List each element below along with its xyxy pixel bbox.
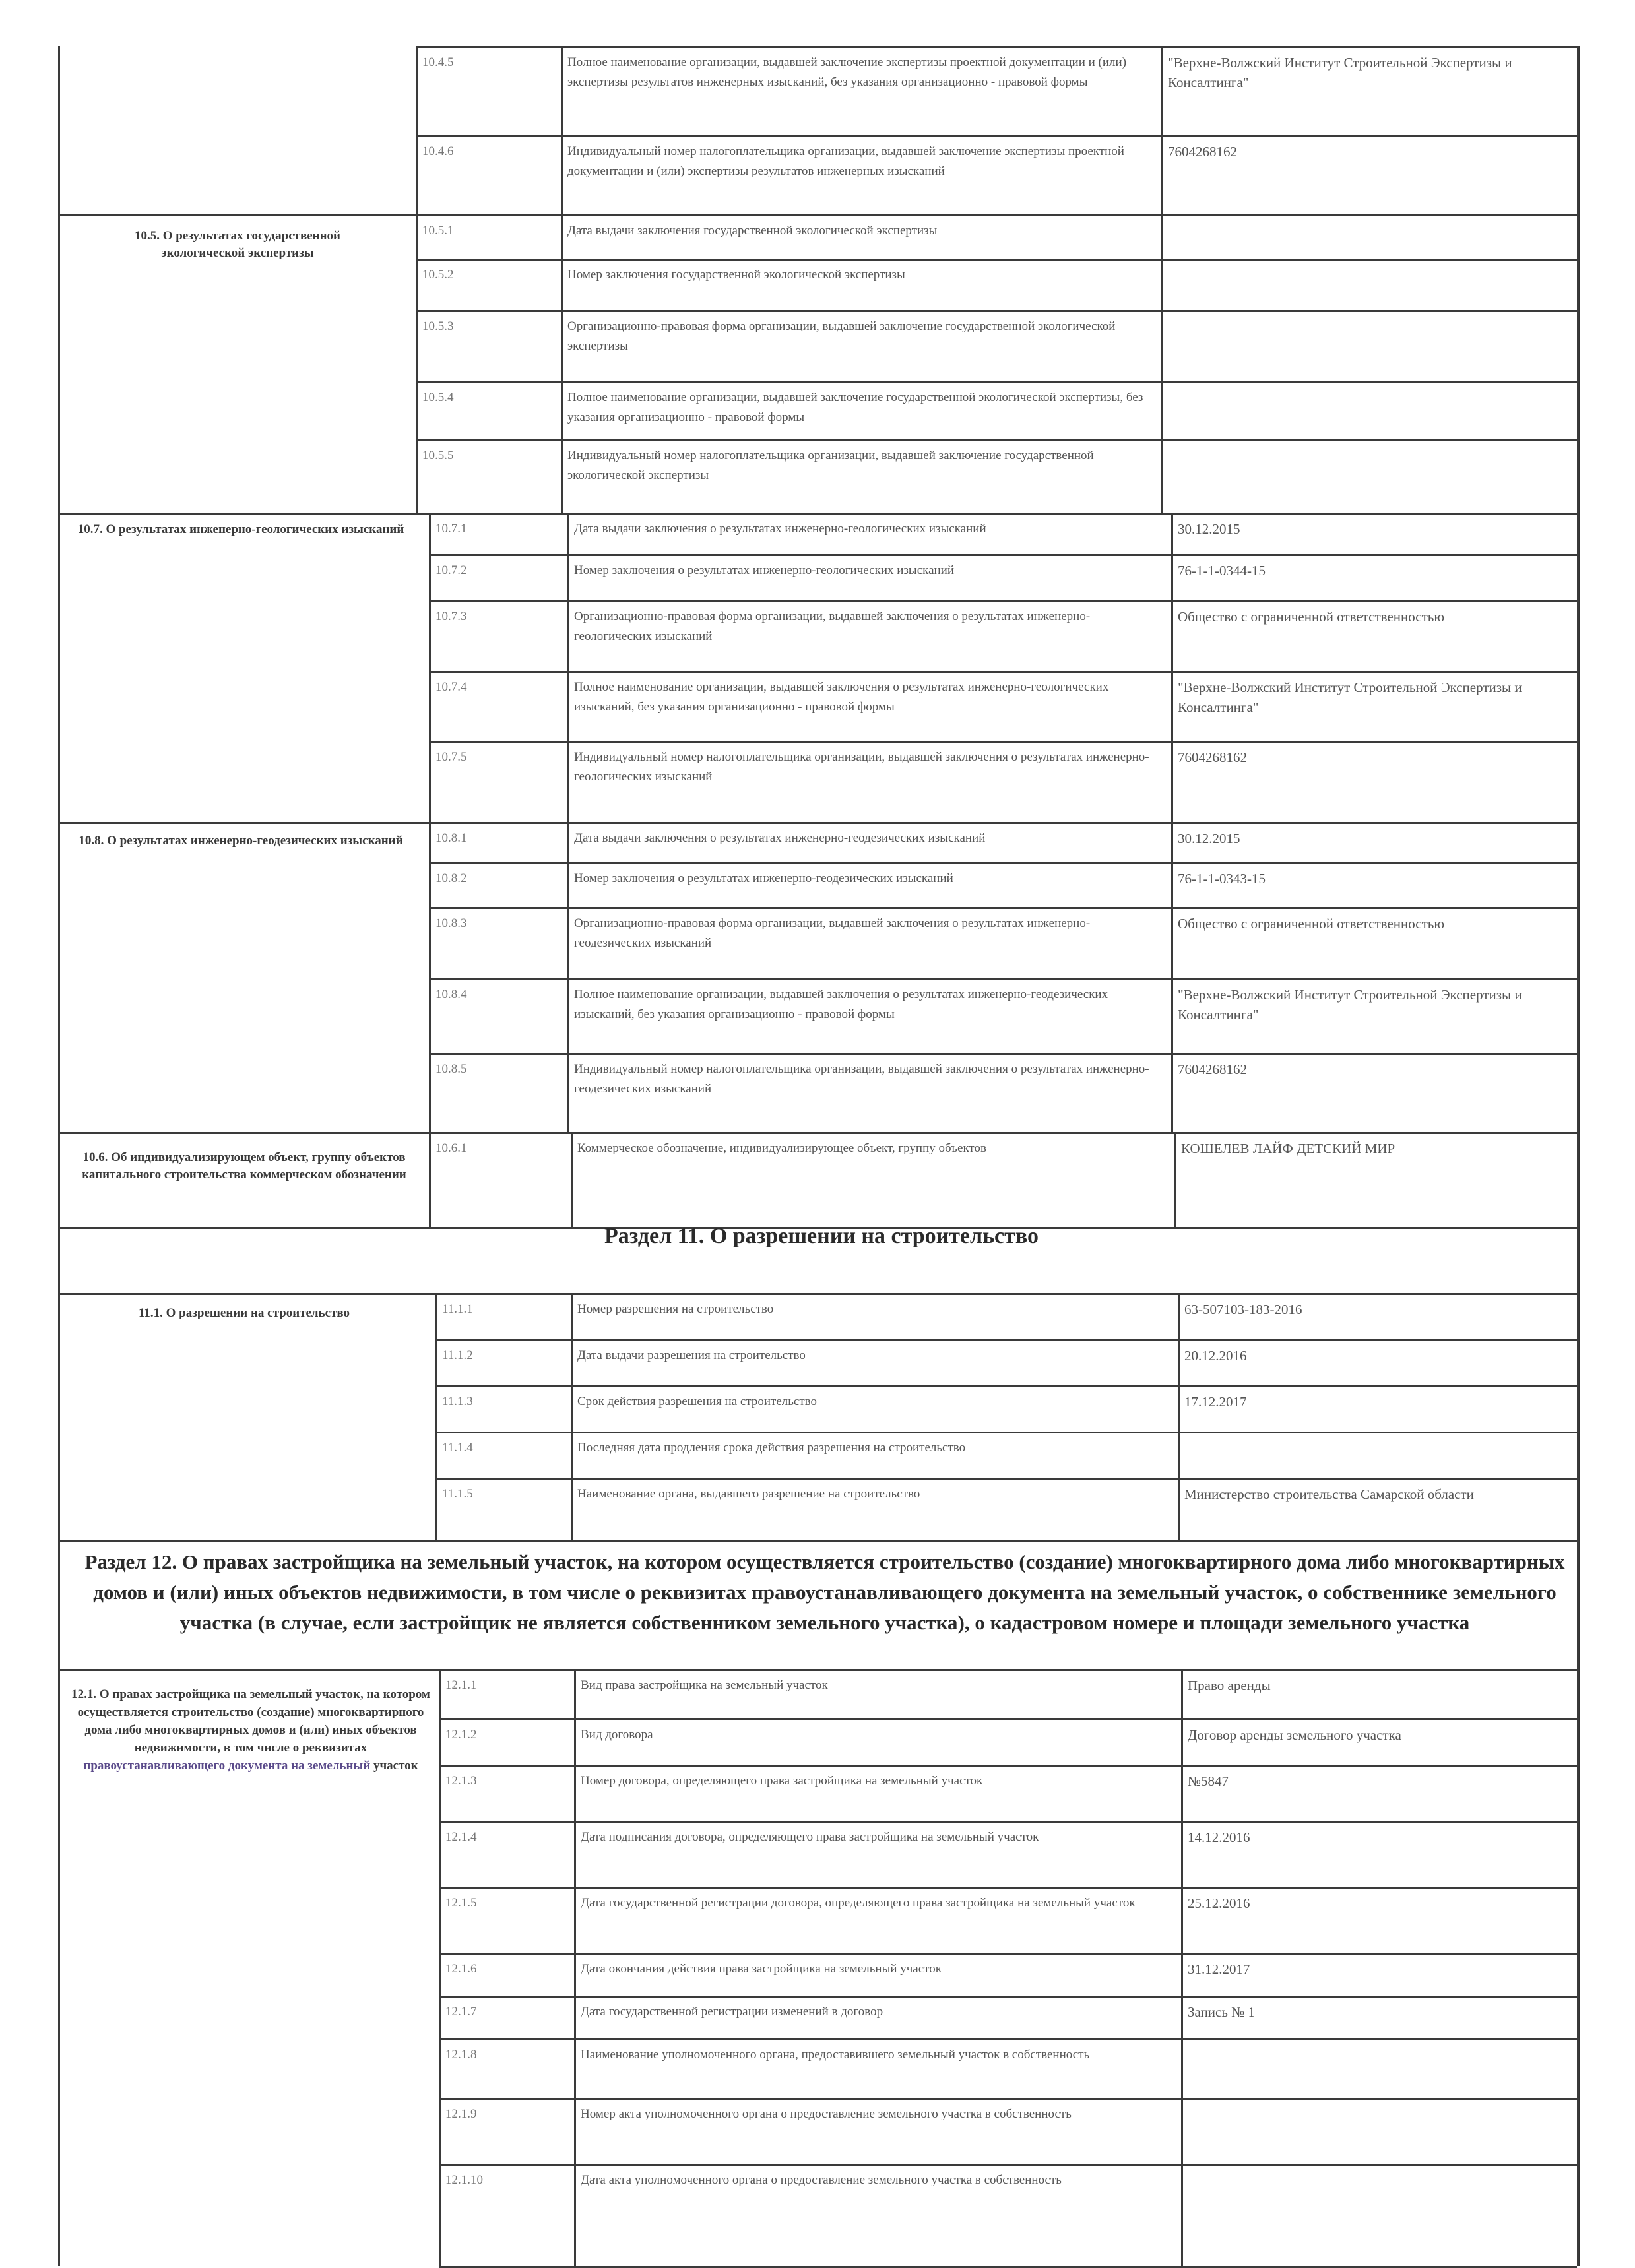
row-value: Министерство строительства Самарской области bbox=[1184, 1486, 1474, 1502]
vertical-rule bbox=[571, 1339, 573, 1385]
vertical-rule bbox=[1161, 381, 1163, 439]
vertical-rule bbox=[435, 1385, 437, 1432]
vertical-rule bbox=[439, 2164, 441, 2266]
horizontal-rule bbox=[439, 1887, 1577, 1889]
group-12-1-highlight: правоустанавливающего документа на земельный bbox=[83, 1759, 371, 1773]
row-description: Срок действия разрешения на строительство bbox=[577, 1395, 817, 1408]
vertical-rule bbox=[1171, 907, 1173, 978]
row-value: 7604268162 bbox=[1178, 749, 1247, 765]
vertical-rule bbox=[571, 1385, 573, 1432]
horizontal-rule bbox=[429, 671, 1577, 673]
horizontal-rule bbox=[439, 1765, 1577, 1767]
row-code: 10.5.1 bbox=[422, 224, 454, 237]
row-code: 10.4.5 bbox=[422, 55, 454, 69]
vertical-rule bbox=[439, 1887, 441, 1953]
vertical-rule bbox=[439, 1765, 441, 1821]
vertical-rule bbox=[574, 1718, 576, 1765]
horizontal-rule bbox=[58, 513, 1578, 515]
vertical-rule bbox=[561, 439, 563, 513]
row-description: Номер заключения государственной экологической экспертизы bbox=[567, 268, 905, 282]
row-value: 7604268162 bbox=[1168, 144, 1237, 160]
vertical-rule bbox=[1161, 259, 1163, 310]
vertical-rule bbox=[1181, 2038, 1183, 2098]
vertical-rule bbox=[429, 1053, 431, 1132]
row-code: 11.1.4 bbox=[442, 1441, 473, 1455]
row-description: Индивидуальный номер налогоплательщика организации, выдавшей заключение государственной экологической экспертизы bbox=[567, 449, 1094, 482]
vertical-rule bbox=[429, 862, 431, 907]
row-value: №5847 bbox=[1188, 1773, 1229, 1789]
vertical-rule bbox=[1171, 600, 1173, 671]
row-code: 12.1.2 bbox=[445, 1728, 477, 1742]
vertical-rule bbox=[574, 2164, 576, 2266]
vertical-rule bbox=[439, 1953, 441, 1996]
row-code: 12.1.10 bbox=[445, 2173, 483, 2187]
vertical-rule bbox=[1178, 1478, 1180, 1540]
row-code: 10.5.2 bbox=[422, 268, 454, 282]
vertical-rule bbox=[1171, 862, 1173, 907]
row-code: 12.1.8 bbox=[445, 2048, 477, 2062]
vertical-rule bbox=[439, 2038, 441, 2098]
vertical-rule bbox=[1178, 1385, 1180, 1432]
vertical-rule bbox=[429, 600, 431, 671]
vertical-rule bbox=[1171, 741, 1173, 822]
vertical-rule bbox=[574, 1953, 576, 1996]
vertical-rule bbox=[1171, 978, 1173, 1053]
row-description: Номер акта уполномоченного органа о предоставление земельного участка в собственность bbox=[581, 2107, 1072, 2121]
vertical-rule bbox=[567, 741, 569, 822]
row-description: Номер разрешения на строительство bbox=[577, 1302, 774, 1316]
vertical-rule bbox=[1181, 1996, 1183, 2038]
row-code: 10.8.3 bbox=[435, 916, 467, 930]
vertical-rule bbox=[1161, 135, 1163, 214]
row-code: 12.1.3 bbox=[445, 1774, 477, 1788]
vertical-rule bbox=[435, 1293, 437, 1339]
row-code: 10.4.6 bbox=[422, 144, 454, 158]
row-description: Наименование уполномоченного органа, предоставившего земельный участок в собственность bbox=[581, 2048, 1090, 2062]
vertical-rule bbox=[429, 907, 431, 978]
horizontal-rule bbox=[435, 1385, 1577, 1387]
horizontal-rule bbox=[416, 135, 1577, 137]
row-value: Запись № 1 bbox=[1188, 2004, 1255, 2020]
vertical-rule bbox=[571, 1132, 573, 1227]
vertical-rule bbox=[567, 554, 569, 600]
vertical-rule bbox=[574, 1821, 576, 1887]
vertical-rule bbox=[561, 381, 563, 439]
vertical-rule bbox=[429, 741, 431, 822]
horizontal-rule bbox=[435, 1432, 1577, 1433]
horizontal-rule bbox=[429, 741, 1577, 743]
horizontal-rule bbox=[429, 600, 1577, 602]
vertical-rule bbox=[429, 822, 431, 862]
row-description: Организационно-правовая форма организации, выдавшей заключение государственной экологической экспертизы bbox=[567, 319, 1116, 353]
row-value: 63-507103-183-2016 bbox=[1184, 1302, 1302, 1317]
vertical-rule bbox=[567, 1053, 569, 1132]
vertical-rule bbox=[58, 46, 60, 2266]
vertical-rule bbox=[567, 822, 569, 862]
group-12-1 bbox=[66, 1685, 435, 1775]
vertical-rule bbox=[416, 259, 418, 310]
row-code: 10.7.1 bbox=[435, 522, 467, 536]
row-code: 10.8.1 bbox=[435, 831, 467, 845]
row-code: 10.8.5 bbox=[435, 1062, 467, 1076]
row-code: 10.5.3 bbox=[422, 319, 454, 333]
row-code: 10.6.1 bbox=[435, 1141, 467, 1155]
row-description: Дата выдачи заключения о результатах инженерно-геологических изысканий bbox=[574, 522, 986, 536]
row-description: Дата акта уполномоченного органа о предоставление земельного участка в собственность bbox=[581, 2173, 1062, 2187]
vertical-rule bbox=[1178, 1339, 1180, 1385]
vertical-rule bbox=[1181, 1765, 1183, 1821]
row-description: Полное наименование организации, выдавшей заключения о результатах инженерно-геологических изысканий, без указания организационно - правовой формы bbox=[574, 680, 1109, 714]
vertical-rule bbox=[1181, 1821, 1183, 1887]
row-description: Дата выдачи разрешения на строительство bbox=[577, 1348, 806, 1362]
horizontal-rule bbox=[439, 1718, 1577, 1720]
row-description: Полное наименование организации, выдавшей заключения о результатах инженерно-геодезических изысканий, без указания организационно - правовой формы bbox=[574, 988, 1108, 1021]
vertical-rule bbox=[439, 1996, 441, 2038]
row-description: Полное наименование организации, выдавшей заключение государственной экологической экспертизы, без указания организационно - правовой формы bbox=[567, 391, 1143, 424]
vertical-rule bbox=[439, 1718, 441, 1765]
row-code: 11.1.2 bbox=[442, 1348, 473, 1362]
row-value: "Верхне-Волжский Институт Строительной Экспертизы и Консалтинга" bbox=[1178, 987, 1522, 1023]
row-code: 12.1.4 bbox=[445, 1830, 477, 1844]
row-description: Номер заключения о результатах инженерно-геодезических изысканий bbox=[574, 871, 953, 885]
row-description: Дата выдачи заключения о результатах инженерно-геодезических изысканий bbox=[574, 831, 986, 845]
row-code: 10.7.4 bbox=[435, 680, 467, 694]
vertical-rule bbox=[1161, 214, 1163, 259]
vertical-rule bbox=[561, 310, 563, 381]
vertical-rule bbox=[439, 1821, 441, 1887]
vertical-rule bbox=[574, 1887, 576, 1953]
group-11-1: 11.1. О разрешении на строительство bbox=[138, 1306, 350, 1320]
row-description: Коммерческое обозначение, индивидуализирующее объект, группу объектов bbox=[577, 1141, 986, 1155]
vertical-rule bbox=[574, 1765, 576, 1821]
horizontal-rule bbox=[439, 1996, 1577, 1998]
row-description: Дата государственной регистрации изменений в договор bbox=[581, 2005, 883, 2019]
vertical-rule bbox=[1171, 513, 1173, 554]
vertical-rule bbox=[416, 381, 418, 439]
row-description: Дата выдачи заключения государственной экологической экспертизы bbox=[567, 224, 938, 237]
row-code: 10.7.2 bbox=[435, 563, 467, 577]
vertical-rule bbox=[1577, 46, 1579, 2266]
vertical-rule bbox=[429, 671, 431, 741]
horizontal-rule bbox=[439, 2164, 1577, 2166]
group-10-7: 10.7. О результатах инженерно-геологических изысканий bbox=[77, 522, 404, 536]
row-description: Наименование органа, выдавшего разрешение на строительство bbox=[577, 1487, 920, 1501]
vertical-rule bbox=[1161, 310, 1163, 381]
row-value: 30.12.2015 bbox=[1178, 831, 1240, 846]
vertical-rule bbox=[439, 1669, 441, 1718]
horizontal-rule bbox=[439, 2038, 1577, 2040]
vertical-rule bbox=[435, 1432, 437, 1478]
row-code: 12.1.6 bbox=[445, 1962, 477, 1976]
row-value: "Верхне-Волжский Институт Строительной Экспертизы и Консалтинга" bbox=[1168, 55, 1512, 90]
vertical-rule bbox=[574, 1669, 576, 1718]
vertical-rule bbox=[574, 1996, 576, 2038]
group-12-1-text: 12.1. О правах застройщика на земельный участок, на котором осуществляется строительство (создание) многоквартирного дома либо многоквартирных домов и (или) иных объектов недвижимости, в том числе о реквизитах bbox=[71, 1687, 430, 1755]
row-value: КОШЕЛЕВ ЛАЙФ ДЕТСКИЙ МИР bbox=[1181, 1141, 1395, 1156]
vertical-rule bbox=[1178, 1432, 1180, 1478]
row-code: 12.1.9 bbox=[445, 2107, 477, 2121]
vertical-rule bbox=[1181, 2098, 1183, 2164]
vertical-rule bbox=[435, 1339, 437, 1385]
vertical-rule bbox=[1181, 1887, 1183, 1953]
vertical-rule bbox=[1171, 1053, 1173, 1132]
row-value: 7604268162 bbox=[1178, 1061, 1247, 1077]
vertical-rule bbox=[1161, 439, 1163, 513]
row-value: 20.12.2016 bbox=[1184, 1348, 1247, 1364]
row-value: 30.12.2015 bbox=[1178, 521, 1240, 537]
group-12-1-tail: участок bbox=[373, 1759, 418, 1773]
row-description: Вид договора bbox=[581, 1728, 653, 1742]
row-code: 11.1.1 bbox=[442, 1302, 473, 1316]
row-description: Последняя дата продления срока действия разрешения на строительство bbox=[577, 1441, 966, 1455]
horizontal-rule bbox=[416, 381, 1577, 383]
vertical-rule bbox=[429, 554, 431, 600]
row-value: Право аренды bbox=[1188, 1678, 1271, 1693]
horizontal-rule bbox=[416, 259, 1577, 261]
horizontal-rule bbox=[439, 2098, 1577, 2100]
row-code: 11.1.5 bbox=[442, 1487, 473, 1501]
vertical-rule bbox=[429, 1132, 431, 1227]
vertical-rule bbox=[567, 862, 569, 907]
row-description: Дата государственной регистрации договора, определяющего права застройщика на земельный участок bbox=[581, 1896, 1136, 1910]
row-code: 12.1.5 bbox=[445, 1896, 477, 1910]
vertical-rule bbox=[561, 259, 563, 310]
vertical-rule bbox=[1181, 1669, 1183, 1718]
horizontal-rule bbox=[58, 214, 1578, 216]
horizontal-rule bbox=[439, 1953, 1577, 1955]
vertical-rule bbox=[1181, 2164, 1183, 2266]
row-code: 10.5.4 bbox=[422, 391, 454, 404]
vertical-rule bbox=[1171, 822, 1173, 862]
vertical-rule bbox=[1178, 1293, 1180, 1339]
vertical-rule bbox=[429, 978, 431, 1053]
row-value: 76-1-1-0344-15 bbox=[1178, 563, 1266, 579]
vertical-rule bbox=[561, 135, 563, 214]
row-description: Номер договора, определяющего права застройщика на земельный участок bbox=[581, 1774, 983, 1788]
horizontal-rule bbox=[429, 554, 1577, 556]
row-description: Номер заключения о результатах инженерно-геологических изысканий bbox=[574, 563, 955, 577]
row-description: Индивидуальный номер налогоплательщика организации, выдавшей заключение экспертизы проектной документации и (или) экспертизы результатов инженерных изысканий bbox=[567, 144, 1124, 178]
row-description: Индивидуальный номер налогоплательщика организации, выдавшей заключения о результатах инженерно-геодезических изысканий bbox=[574, 1062, 1149, 1096]
horizontal-rule bbox=[416, 310, 1577, 312]
vertical-rule bbox=[567, 671, 569, 741]
row-value: 14.12.2016 bbox=[1188, 1829, 1250, 1845]
horizontal-rule bbox=[416, 439, 1577, 441]
row-value: 31.12.2017 bbox=[1188, 1961, 1250, 1977]
vertical-rule bbox=[567, 907, 569, 978]
vertical-rule bbox=[416, 135, 418, 214]
vertical-rule bbox=[571, 1478, 573, 1540]
vertical-rule bbox=[574, 2038, 576, 2098]
vertical-rule bbox=[1171, 671, 1173, 741]
row-value: "Верхне-Волжский Институт Строительной Экспертизы и Консалтинга" bbox=[1178, 679, 1522, 715]
group-10-6: 10.6. Об индивидуализирующем объект, группу объектов капитального строительства коммерческом обозначении bbox=[82, 1150, 406, 1181]
section-11-heading: Раздел 11. О разрешении на строительство bbox=[604, 1224, 1039, 1248]
horizontal-rule bbox=[435, 1339, 1577, 1341]
vertical-rule bbox=[429, 513, 431, 554]
vertical-rule bbox=[561, 214, 563, 259]
row-description: Организационно-правовая форма организации, выдавшей заключения о результатах инженерно-геологических изысканий bbox=[574, 610, 1091, 643]
vertical-rule bbox=[439, 2098, 441, 2164]
vertical-rule bbox=[435, 1478, 437, 1540]
vertical-rule bbox=[416, 46, 418, 135]
horizontal-rule bbox=[58, 822, 1578, 824]
row-value: 25.12.2016 bbox=[1188, 1895, 1250, 1911]
row-value: 76-1-1-0343-15 bbox=[1178, 871, 1266, 887]
row-code: 10.7.3 bbox=[435, 610, 467, 623]
horizontal-rule bbox=[429, 907, 1577, 909]
section-12-heading: Раздел 12. О правах застройщика на земельный участок, на котором осуществляется строительство (создание) многоквартирного дома либо многоквартирных домов и (или) иных объектов недвижимости, в том числе о реквизитах правоустанавливающего документа на земельный участок, о собственнике земельного участка (в случае, если застройщик не является собственником земельного участка), о кадастровом номере и площади земельного участка bbox=[84, 1550, 1565, 1634]
row-description: Дата подписания договора, определяющего права застройщика на земельный участок bbox=[581, 1830, 1039, 1844]
horizontal-rule bbox=[429, 978, 1577, 980]
row-value: Договор аренды земельного участка bbox=[1188, 1727, 1401, 1743]
row-value: Общество с ограниченной ответственностью bbox=[1178, 916, 1445, 931]
horizontal-rule bbox=[416, 46, 1577, 48]
row-code: 10.8.4 bbox=[435, 988, 467, 1001]
vertical-rule bbox=[567, 513, 569, 554]
row-description: Дата окончания действия права застройщика на земельный участок bbox=[581, 1962, 942, 1976]
row-description: Организационно-правовая форма организации, выдавшей заключения о результатах инженерно-геодезических изысканий bbox=[574, 916, 1091, 950]
vertical-rule bbox=[574, 2098, 576, 2164]
row-description: Индивидуальный номер налогоплательщика организации, выдавшей заключения о результатах инженерно-геологических изысканий bbox=[574, 750, 1149, 784]
vertical-rule bbox=[567, 978, 569, 1053]
horizontal-rule bbox=[58, 1293, 1578, 1295]
horizontal-rule bbox=[435, 1478, 1577, 1480]
vertical-rule bbox=[561, 46, 563, 135]
group-10-8: 10.8. О результатах инженерно-геодезических изысканий bbox=[79, 834, 403, 848]
vertical-rule bbox=[571, 1293, 573, 1339]
row-value: 17.12.2017 bbox=[1184, 1394, 1247, 1410]
row-description: Вид права застройщика на земельный участок bbox=[581, 1678, 828, 1692]
row-description: Полное наименование организации, выдавшей заключение экспертизы проектной документации и (или) экспертизы результатов инженерных изысканий, без указания организационно - правовой формы bbox=[567, 55, 1127, 89]
horizontal-rule bbox=[58, 1132, 1578, 1134]
vertical-rule bbox=[416, 310, 418, 381]
row-value: Общество с ограниченной ответственностью bbox=[1178, 609, 1445, 625]
vertical-rule bbox=[1181, 1718, 1183, 1765]
row-code: 10.5.5 bbox=[422, 449, 454, 462]
row-code: 10.8.2 bbox=[435, 871, 467, 885]
vertical-rule bbox=[1171, 554, 1173, 600]
vertical-rule bbox=[1161, 46, 1163, 135]
horizontal-rule bbox=[58, 1540, 1578, 1542]
row-code: 11.1.3 bbox=[442, 1395, 473, 1408]
horizontal-rule bbox=[429, 862, 1577, 864]
horizontal-rule bbox=[429, 1053, 1577, 1055]
vertical-rule bbox=[416, 214, 418, 259]
row-code: 12.1.7 bbox=[445, 2005, 477, 2019]
vertical-rule bbox=[1181, 1953, 1183, 1996]
horizontal-rule bbox=[439, 1821, 1577, 1823]
vertical-rule bbox=[567, 600, 569, 671]
vertical-rule bbox=[416, 439, 418, 513]
row-code: 12.1.1 bbox=[445, 1678, 477, 1692]
horizontal-rule bbox=[58, 1669, 1578, 1671]
vertical-rule bbox=[1174, 1132, 1176, 1227]
vertical-rule bbox=[571, 1432, 573, 1478]
row-code: 10.7.5 bbox=[435, 750, 467, 764]
group-10-5: 10.5. О результатах государственной экологической экспертизы bbox=[134, 229, 341, 260]
